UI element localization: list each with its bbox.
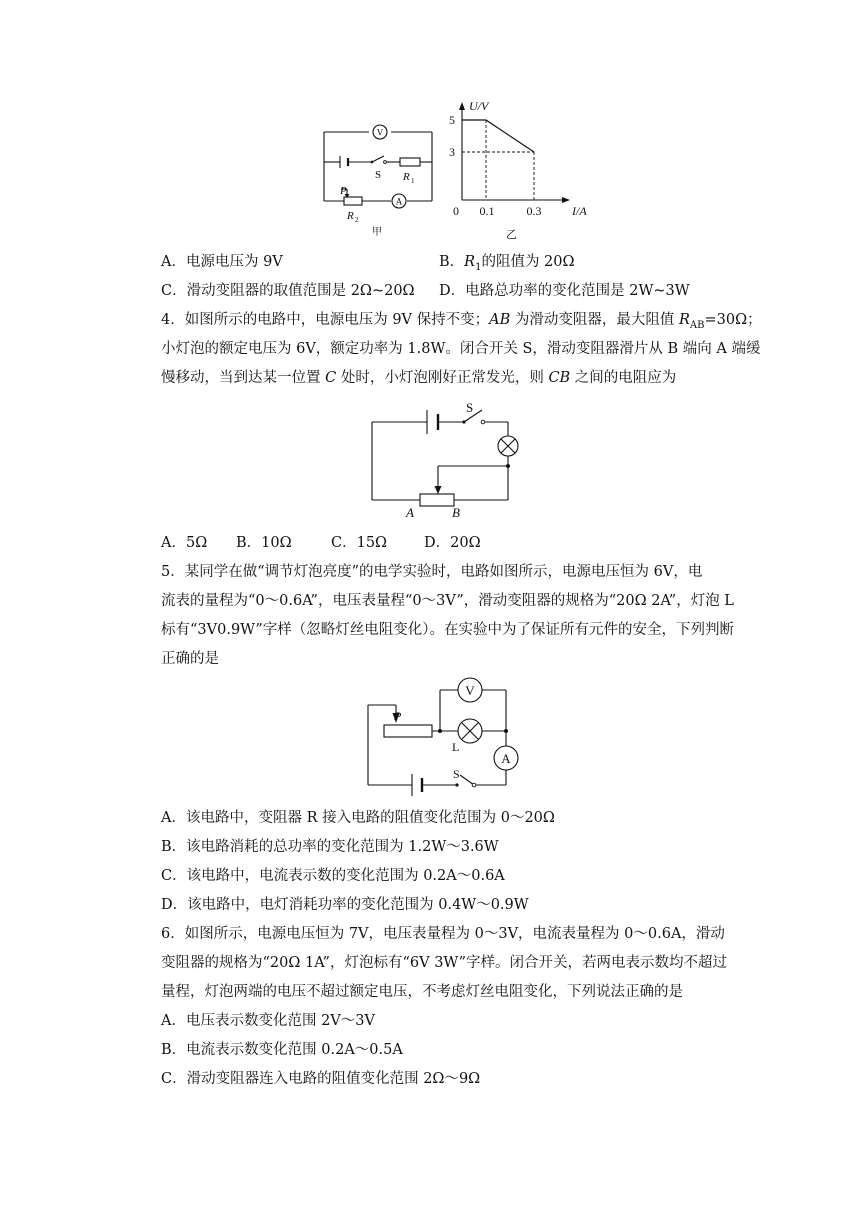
q3-option-a: A．电源电压为 9V <box>161 254 283 270</box>
r2-label: R <box>347 210 354 222</box>
x-tick-0-3: 0.3 <box>526 204 542 218</box>
q5-option-c: C．该电路中，电流表示数的变化范围为 0.2A～0.6A <box>161 868 505 884</box>
q6-option-c: C．滑动变阻器连入电路的阻值变化范围 2Ω～9Ω <box>161 1071 481 1087</box>
origin-label: 0 <box>453 204 459 218</box>
x-axis-label: I/A <box>572 204 587 218</box>
q5-option-a: A．该电路中，变阻器 R 接入电路的阻值变化范围为 0～20Ω <box>161 810 555 826</box>
q6-line-2: 变阻器的规格为“20Ω 1A”，灯泡标有“6V 3W”字样。闭合开关，若两电表示数均不超过 <box>161 955 727 971</box>
voltmeter-label: V <box>376 127 384 138</box>
circuit-figure-jia <box>316 118 440 236</box>
x-tick-0-1: 0.1 <box>479 204 495 218</box>
slider-label: P <box>340 185 347 197</box>
q5-line-2: 流表的量程为“0～0.6A”，电压表量程“0～3V”，滑动变阻器的规格为“20Ω 2A”，灯泡 L <box>161 593 734 609</box>
y-tick-3: 3 <box>449 145 455 159</box>
circuit-figure-q4 <box>362 398 522 520</box>
q4-option-c: C．15Ω <box>331 535 388 551</box>
q3-option-d: D．电路总功率的变化范围是 2W~3W <box>439 283 690 299</box>
u-i-graph-yi <box>440 98 587 244</box>
voltmeter-label: V <box>465 683 475 698</box>
q4-line-1: 4．如图所示的电路中，电源电压为 9V 保持不变；AB 为滑动变阻器，最大阻值 $R_{AB}=30\Omega$； <box>161 312 762 331</box>
y-tick-5: 5 <box>449 113 455 127</box>
figure-caption-jia: 甲 <box>372 227 382 238</box>
q5-line-4: 正确的是 <box>161 651 219 667</box>
q6-line-1: 6．如图所示，电源电压恒为 7V，电压表量程为 0～3V，电流表量程为 0～0.6A，滑动 <box>161 926 725 942</box>
q4-option-b: B．10Ω <box>236 535 292 551</box>
switch-label: S <box>375 169 382 181</box>
ammeter-label: A <box>395 196 403 207</box>
slider-label: P <box>394 709 402 723</box>
q3-option-b: B．$R_1$的阻值为 20Ω <box>439 254 575 273</box>
q5-line-1: 5．某同学在做“调节灯泡亮度”的电学实验时，电路如图所示，电源电压恒为 6V，电 <box>161 564 703 580</box>
end-b-label: B <box>452 505 460 520</box>
q4-line-3: 慢移动，当到达某一位置 C 处时，小灯泡刚好正常发光，则 CB 之间的电阻应为 <box>161 370 677 386</box>
u-i-line <box>462 120 534 152</box>
q6-option-b: B．电流表示数变化范围 0.2A～0.5A <box>161 1042 403 1058</box>
q6-option-a: A．电压表示数变化范围 2V～3V <box>161 1013 375 1029</box>
q4-option-a: A．5Ω <box>161 535 208 551</box>
circuit-figure-q5 <box>360 678 526 800</box>
figure-caption-yi: 乙 <box>506 229 517 241</box>
end-a-label: A <box>406 505 414 520</box>
ammeter-label: A <box>501 751 511 766</box>
q5-line-3: 标有“3V0.9W”字样（忽略灯丝电阻变化）。在实验中为了保证所有元件的安全，下列判断 <box>161 622 735 638</box>
r1-subscript: 1 <box>411 177 415 185</box>
q3-option-c: C．滑动变阻器的取值范围是 2Ω~20Ω <box>161 283 415 299</box>
y-axis-label: U/V <box>469 99 489 113</box>
q5-option-d: D．该电路中，电灯消耗功率的变化范围为 0.4W～0.9W <box>161 897 529 913</box>
r2-subscript: 2 <box>355 216 359 224</box>
lamp-label: L <box>452 740 460 754</box>
r1-label: R <box>403 171 410 183</box>
q5-option-b: B．该电路消耗的总功率的变化范围为 1.2W～3.6W <box>161 839 499 855</box>
switch-label: S <box>466 400 474 415</box>
q4-line-2: 小灯泡的额定电压为 6V，额定功率为 1.8W。闭合开关 S，滑动变阻器滑片从 B 端向 A 端缓 <box>161 341 761 357</box>
switch-label: S <box>453 767 460 781</box>
q6-line-3: 量程，灯泡两端的电压不超过额定电压，不考虑灯丝电阻变化，下列说法正确的是 <box>161 984 683 1000</box>
q4-option-d: D．20Ω <box>424 535 481 551</box>
